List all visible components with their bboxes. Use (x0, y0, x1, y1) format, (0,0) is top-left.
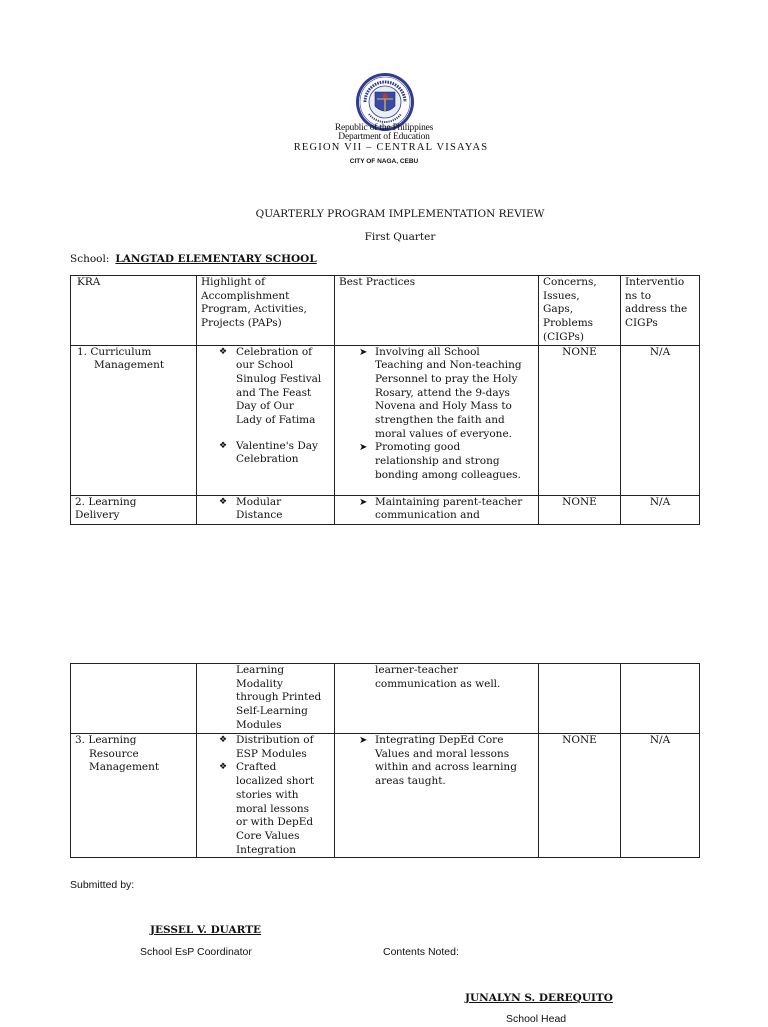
kra-cell: 2. Learning Delivery (71, 495, 197, 524)
paps-cell (197, 495, 335, 524)
head-title: School Head (506, 1013, 567, 1025)
concerns-cell: NONE (539, 345, 621, 495)
paps-cell: Learning Modality through Printed Self-Learning Modules (197, 664, 335, 734)
concerns-cell: NONE (539, 495, 621, 524)
diamond-cluster-icon: ❖ (219, 735, 228, 745)
city-line: CITY OF NAGA, CEBU (349, 158, 419, 165)
kra-cell: 1. Curriculum Management (71, 345, 197, 495)
table-row (71, 495, 700, 524)
school-row (70, 253, 317, 267)
diamond-cluster-icon: ❖ (219, 346, 228, 357)
coordinator-name: JESSEL V. DUARTE (150, 924, 262, 936)
concerns-cell (539, 664, 621, 734)
diamond-cluster-icon: ❖ (219, 440, 228, 451)
school-name: LANGTAD ELEMENTARY SCHOOL (115, 253, 317, 265)
contents-noted-label: Contents Noted: (383, 946, 459, 958)
kra-cell: 3. Learning Resource Management (71, 734, 197, 858)
best-practices-cell: learner-teacher communication as well. (335, 664, 539, 734)
region-line: REGION VII – CENTRAL VISAYAS (293, 142, 489, 153)
best-practices-cell (335, 345, 539, 495)
arrowhead-icon: ➤ (359, 442, 368, 454)
table-row (71, 664, 700, 734)
header-best-practices: Best Practices (335, 276, 539, 346)
best-practices-cell (335, 734, 539, 858)
diamond-cluster-icon: ❖ (219, 762, 228, 773)
header-concerns: Concerns, Issues, Gaps, Problems (CIGPs) (539, 276, 621, 346)
best-practices-cell (335, 495, 539, 524)
list-item: ➤ Involving all School Teaching and Non-teaching Personnel to pray the Holy Rosary, attend the 9-days Novena and Holy Mass to strengthen the faith and moral values of everyone. (359, 345, 522, 440)
list-item: ❖ Modular Distance (219, 495, 283, 522)
republic-line: Republic of the Philippines (334, 123, 434, 133)
school-label: School: (70, 253, 110, 265)
coordinator-title: School EsP Coordinator (140, 946, 252, 958)
paps-cell (197, 734, 335, 858)
list-item: ❖ Valentine's Day Celebration (219, 439, 318, 466)
interventions-cell: N/A (621, 734, 700, 858)
pir-table (70, 275, 700, 525)
header-kra: KRA (71, 276, 197, 346)
header-row (71, 276, 700, 346)
interventions-cell: N/A (621, 345, 700, 495)
document-title: QUARTERLY PROGRAM IMPLEMENTATION REVIEW (255, 208, 545, 220)
pir-table-continued (70, 663, 700, 858)
table-row (71, 734, 700, 858)
list-item: ❖ Crafted localized short stories with moral lessons or with DepEd Core Values Integration (219, 761, 315, 856)
list-item: ➤ Maintaining parent-teacher communication and (359, 495, 523, 522)
list-item: ❖ Distribution of ESP Modules (219, 734, 314, 760)
head-name: JUNALYN S. DEREQUITO (465, 992, 613, 1004)
header-highlight: Highlight of Accomplishment Program, Activities, Projects (PAPs) (197, 276, 335, 346)
arrowhead-icon: ➤ (359, 735, 368, 746)
paps-cell (197, 345, 335, 495)
interventions-cell (621, 664, 700, 734)
submitted-by-label: Submitted by: (70, 879, 135, 891)
kra-cell (71, 664, 197, 734)
interventions-cell: N/A (621, 495, 700, 524)
arrowhead-icon: ➤ (359, 496, 368, 508)
list-item: ➤ Integrating DepEd Core Values and moral lessons within and across learning areas taught. (359, 734, 517, 788)
department-line: Department of Education (338, 132, 430, 142)
diamond-cluster-icon: ❖ (219, 496, 228, 507)
header-interventions: Interventio ns to address the CIGPs (621, 276, 700, 346)
concerns-cell: NONE (539, 734, 621, 858)
list-item: ➤ Promoting good relationship and strong bonding among colleagues. (359, 441, 521, 481)
arrowhead-icon: ➤ (359, 346, 368, 358)
quarter-label: First Quarter (364, 231, 436, 243)
table-row (71, 345, 700, 495)
list-item: ❖ Celebration of our School Sinulog Festival and The Feast Day of Our Lady of Fatima (219, 345, 322, 427)
